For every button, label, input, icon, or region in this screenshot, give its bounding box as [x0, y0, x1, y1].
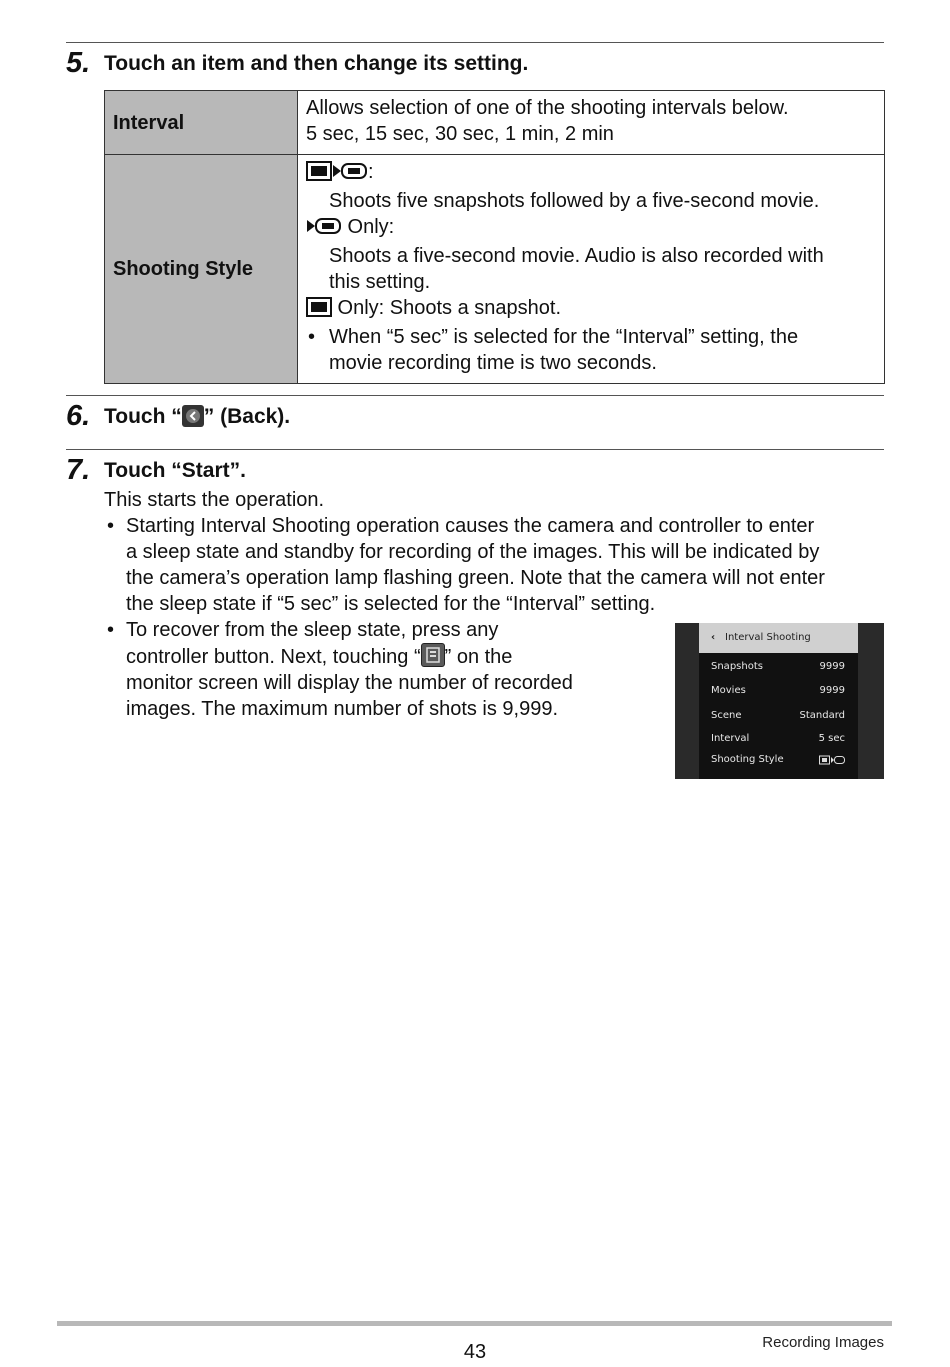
footer-rule	[57, 1321, 892, 1326]
step-6	[66, 400, 884, 432]
screen-right-bar	[858, 623, 884, 779]
rule-top	[66, 42, 884, 43]
bullet-2-text	[126, 617, 646, 722]
note-text-2: movie recording time is two seconds.	[329, 352, 657, 374]
screen-row	[699, 729, 858, 749]
step-7	[66, 454, 884, 486]
step-number: 5.	[66, 47, 91, 79]
snapshot-icon	[306, 161, 332, 188]
combo-desc: Shoots five snapshots followed by a five-second movie.	[329, 190, 820, 212]
row-key: Snapshots	[711, 661, 763, 672]
bullet-1-line: Starting Interval Shooting operation causes the camera and controller to enter	[126, 515, 815, 537]
step-number: 6.	[66, 400, 91, 432]
table-row-shooting-style	[105, 155, 885, 384]
step-text	[104, 404, 290, 430]
note-line-1	[306, 324, 876, 350]
movie-desc-1: Shoots a five-second movie. Audio is also recorded with	[329, 245, 824, 267]
step-text-after: ” (Back).	[203, 405, 291, 428]
display-icon	[421, 643, 445, 667]
movie-icon	[306, 216, 342, 243]
bullet-2-line: images. The maximum number of shots is 9,999.	[126, 698, 559, 720]
row-value: 9999	[819, 661, 845, 672]
page-number: 43	[463, 1341, 487, 1363]
desc-shooting-style	[298, 155, 885, 384]
row-value: 5 sec	[818, 733, 845, 744]
bullet: •	[107, 515, 115, 537]
step-text: Touch “Start”.	[104, 459, 246, 482]
step-number: 7.	[66, 454, 91, 486]
camera-screen-image	[675, 623, 884, 779]
section-name: Recording Images	[762, 1334, 884, 1351]
bullet-1-text	[126, 513, 896, 617]
interval-desc-line1: Allows selection of one of the shooting intervals below.	[306, 97, 789, 119]
combo-colon: :	[368, 161, 374, 183]
starts-text: This starts the operation.	[104, 489, 325, 511]
step-text: Touch an item and then change its setting.	[104, 52, 529, 75]
bullet-2-line: To recover from the sleep state, press any	[126, 619, 499, 641]
row-value: 9999	[819, 685, 845, 696]
row-key: Scene	[711, 710, 742, 721]
bullet-2-line-before: controller button. Next, touching “	[126, 646, 421, 668]
shooting-style-icon	[819, 755, 845, 765]
settings-table	[104, 90, 885, 384]
screen-header	[699, 623, 858, 653]
rule-step7	[66, 449, 884, 450]
step-text-before: Touch “	[104, 405, 182, 428]
bullet: •	[107, 619, 115, 641]
bullet-2-line	[126, 643, 646, 670]
movie-only-line	[306, 214, 876, 243]
combo-line	[306, 159, 876, 188]
screen-row	[699, 681, 858, 701]
bullet-item-2	[104, 617, 644, 721]
snapshot-icon	[306, 297, 332, 324]
bullet-item-1	[104, 513, 894, 617]
label-shooting-style: Shooting Style	[105, 155, 298, 384]
screen-row	[699, 706, 858, 726]
bullet-1-line: the camera’s operation lamp flashing green. Note that the camera will not enter	[126, 567, 825, 589]
back-icon	[182, 405, 204, 427]
screen-menu	[699, 623, 858, 779]
bullet: •	[308, 326, 316, 348]
screen-row	[699, 750, 858, 770]
rule-step6	[66, 395, 884, 396]
movie-desc-2: this setting.	[329, 271, 431, 293]
step-5	[66, 47, 884, 79]
table-row-interval	[105, 91, 885, 155]
screen-title: Interval Shooting	[725, 632, 811, 643]
interval-options: 5 sec, 15 sec, 30 sec, 1 min, 2 min	[306, 123, 614, 145]
bullet-1-line: the sleep state if “5 sec” is selected for the “Interval” setting.	[126, 593, 656, 615]
bullet-2-line: monitor screen will display the number of recorded	[126, 672, 573, 694]
screen-left-bar	[675, 623, 699, 779]
screen-row	[699, 657, 858, 677]
row-key: Interval	[711, 733, 750, 744]
row-key: Movies	[711, 685, 746, 696]
snap-only-label: Only: Shoots a snapshot.	[332, 297, 562, 319]
row-value: Standard	[799, 710, 845, 721]
snap-only-line	[306, 295, 876, 324]
movie-only-label: Only:	[342, 216, 395, 238]
note-text-1: When “5 sec” is selected for the “Interval” setting, the	[329, 326, 799, 348]
row-key: Shooting Style	[711, 754, 784, 765]
desc-interval	[298, 91, 885, 155]
bullet-2-line-after: ” on the	[444, 646, 513, 668]
bullet-1-line: a sleep state and standby for recording of the images. This will be indicated by	[126, 541, 820, 563]
chevron-left-icon: ‹	[711, 632, 716, 643]
label-interval: Interval	[105, 91, 298, 155]
movie-icon	[332, 161, 368, 188]
